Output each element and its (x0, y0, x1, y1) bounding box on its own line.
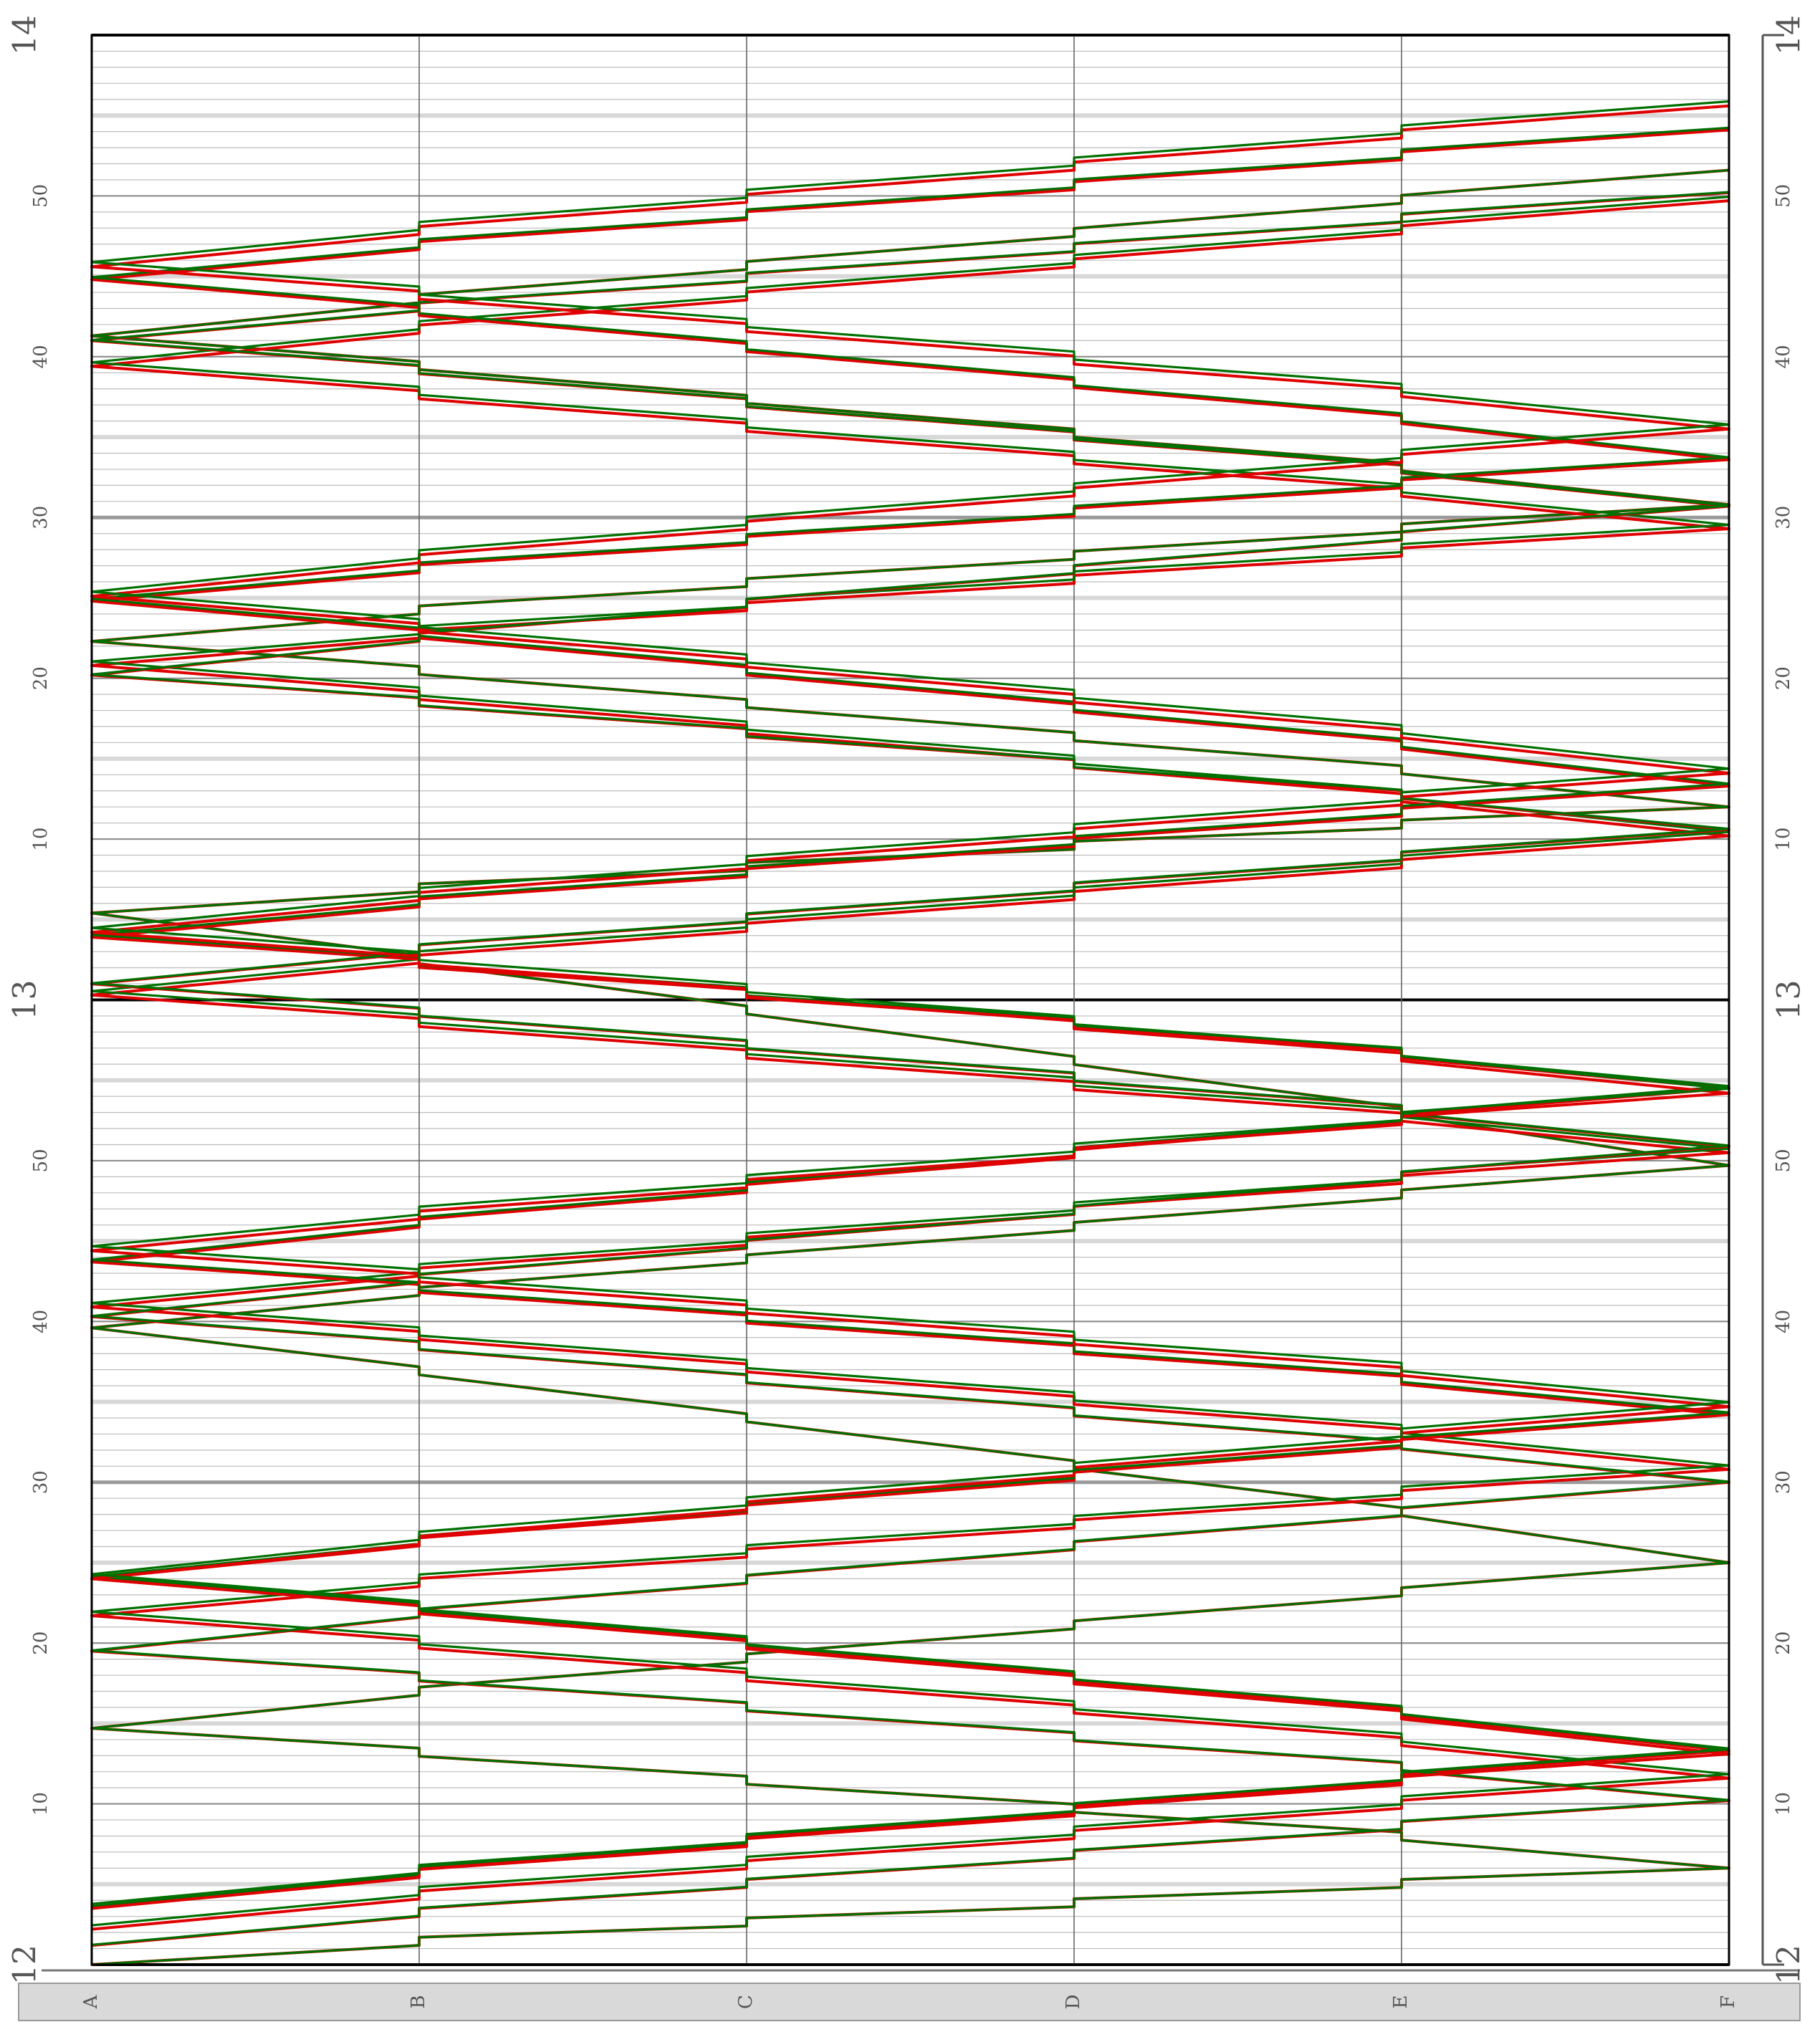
minute-label-left: 30 (30, 1470, 52, 1495)
minute-label-left: 20 (30, 666, 52, 691)
minute-label-right: 30 (1773, 505, 1794, 529)
station-label: E (1390, 1995, 1412, 2009)
station-bar (19, 1983, 1800, 2021)
minute-label-left: 10 (30, 827, 52, 851)
minute-label-left: 40 (30, 1309, 52, 1333)
minute-label-right: 50 (1773, 183, 1794, 208)
minute-label-left: 10 (30, 1792, 52, 1816)
minute-label-right: 20 (1773, 666, 1794, 691)
minute-label-left: 30 (30, 505, 52, 529)
minute-label-right: 20 (1773, 1631, 1794, 1655)
station-label: A (80, 1995, 102, 2009)
hour-label-left: 14 (6, 15, 44, 55)
minute-label-right: 30 (1773, 1470, 1794, 1495)
hour-label-left: 13 (6, 979, 44, 1020)
minute-label-left: 20 (30, 1631, 52, 1655)
hour-label-right: 12 (1771, 1945, 1808, 1985)
station-label: C (735, 1995, 757, 2009)
minute-label-right: 40 (1773, 345, 1794, 369)
hour-label-right: 13 (1771, 979, 1808, 1020)
minute-grid (92, 35, 1729, 1965)
station-label: B (408, 1995, 429, 2009)
minute-label-right: 10 (1773, 1792, 1794, 1816)
minute-label-right: 50 (1773, 1149, 1794, 1173)
minute-label-right: 10 (1773, 827, 1794, 851)
station-label: F (1718, 1995, 1739, 2009)
minute-label-right: 40 (1773, 1309, 1794, 1333)
minute-label-left: 50 (30, 1149, 52, 1173)
minute-label-left: 40 (30, 345, 52, 369)
station-label: D (1063, 1994, 1084, 2010)
hour-label-left: 12 (6, 1945, 44, 1985)
hour-label-right: 14 (1771, 15, 1808, 55)
minute-label-left: 50 (30, 183, 52, 208)
